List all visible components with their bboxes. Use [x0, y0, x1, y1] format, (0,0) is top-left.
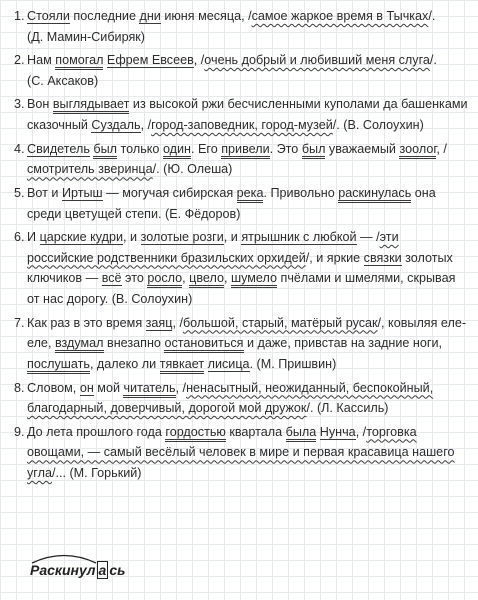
morph-ending: а: [98, 562, 107, 578]
morph-postfix: сь: [109, 562, 126, 578]
sentence-6: 6. И царские кудри, и золотые розги, и ятрышник с любкой — /эти российские родственники бразильских орхидей/, и яркие связки золотых ключиков — всё это росло, цвело, шумело пчёлами и шмелями, скрывая от нас дорогу. (В. Солоухин): [14, 230, 456, 307]
sentence-8: 8. Словом, он мой читатель, /ненасытный, неожиданный, беспокойный, благодарный, доверчивый, дорогой мой дружок/. (Л. Кассиль): [14, 380, 434, 416]
sentence-4: 4. Свидетель был только один. Его привели. Это был уважаемый зоолог, /смотритель зверинца/. (Ю. Олеша): [14, 141, 447, 177]
morph-root: Раскинул: [30, 562, 96, 578]
sentence-1: 1. Стояли последние дни июня месяца, /самое жаркое время в Тычках/. (Д. Мамин-Сибиряк): [14, 9, 436, 44]
sentence-7: 7. Как раз в это время заяц, /большой, старый, матёрый русак/, ковыляя еле-еле, вздумал внезапно остановиться и даже, привстав на задние ноги, послушать, далеко ли тявкает лисица. (М. Пришвин): [14, 313, 468, 375]
sentence-2: 2. Нам помогал Ефрем Евсеев, /очень добрый и любивший меня слуга/. (С. Аксаков): [14, 53, 437, 88]
sentence-9: 9. До лета прошлого года гордостью квартала была Нунча, /торговка овощами, — самый весёлый человек в мире и первая красавица нашего угла/... (М. Горький): [14, 424, 455, 481]
root-arc-icon: [30, 552, 98, 564]
sentence-5: 5. Вот и Иртыш — могучая сибирская река. Привольно раскинулась она среди цветущей степи. (Е. Фёдоров): [14, 185, 436, 221]
sentence-3: 3. Вон выглядывает из высокой ржи бесчисленными куполами да башенками сказочный Суздаль, /город-заповедник, город-музей/. (В. Солоухин): [14, 97, 468, 133]
word-morpheme-analysis: [30, 562, 125, 578]
